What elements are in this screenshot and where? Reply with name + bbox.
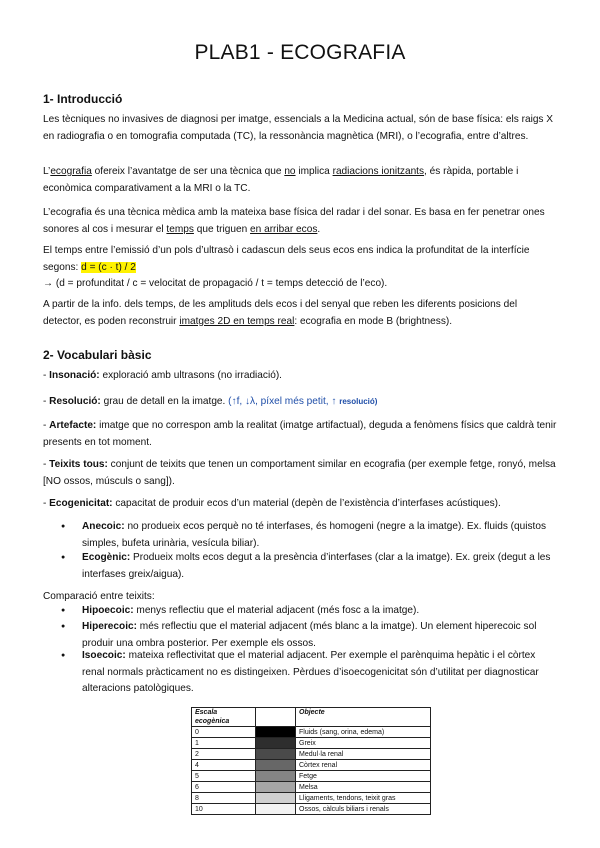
- gray-swatch: [256, 727, 295, 737]
- table-row: [192, 782, 431, 793]
- table-row: [192, 793, 431, 804]
- gray-swatch-cell: [256, 793, 296, 804]
- object-cell: Melsa: [296, 782, 431, 793]
- table-row: [192, 749, 431, 760]
- scale-cell: 8: [192, 793, 256, 804]
- depth-formula: d = (c · t) / 2: [81, 261, 136, 273]
- page-title: PLAB1 - ECOGRAFIA: [194, 41, 406, 64]
- vocab-item-teixits-tous: - Teixits tous: conjunt de teixits que tenen un comportament similar en ecografia (per exemple fetge, ronyó, melsa [NO ossos, músculs o sang]).: [43, 459, 556, 487]
- table-row: [192, 760, 431, 771]
- section-heading-introduccio: 1- Introducció: [43, 92, 123, 106]
- gray-swatch: [256, 749, 295, 759]
- vocab-item-artefacte: - Artefacte: imatge que no correspon amb la realitat (imatge artifactual), deguda a fenòmens físics que caldrà tenir presents en tot moment.: [43, 420, 557, 448]
- intro-paragraph-4: El temps entre l’emissió d’un pols d’ultrasò i cadascun dels seus ecos ens indica la profunditat de la interfície segons: d = (c · t) / 2 → (d = profunditat / c = velocitat de propagació / t = temps detecció de l’eco).: [43, 245, 530, 289]
- vocab-item-ecogenicitat: - Ecogenicitat: capacitat de produir ecos d’un material (depèn de l’existència d’interfases acústiques).: [43, 498, 501, 509]
- gray-swatch-cell: [256, 782, 296, 793]
- header-scale: Escala ecogènica: [192, 708, 256, 727]
- header-object: Objecte: [296, 708, 431, 727]
- list-item-hipoecoic: ● Hipoecoic: menys reflectiu que el material adjacent (més fosc a la imatge).: [82, 603, 560, 620]
- scale-cell: 5: [192, 771, 256, 782]
- scale-cell: 1: [192, 738, 256, 749]
- object-cell: Ossos, càlculs biliars i renals: [296, 804, 431, 815]
- vocab-item-resolucio: - Resolució: grau de detall en la imatge. (↑f, ↓λ, píxel més petit, ↑ resolució): [43, 396, 378, 407]
- scale-cell: 0: [192, 727, 256, 738]
- gray-swatch: [256, 804, 295, 814]
- gray-swatch-cell: [256, 727, 296, 738]
- gray-swatch-cell: [256, 804, 296, 815]
- table-row: [192, 804, 431, 815]
- table-row: [192, 771, 431, 782]
- gray-swatch: [256, 771, 295, 781]
- scale-cell: 6: [192, 782, 256, 793]
- gray-swatch-cell: [256, 760, 296, 771]
- object-cell: Fluids (sang, orina, edema): [296, 727, 431, 738]
- scale-cell: 4: [192, 760, 256, 771]
- list-item-ecogenic: ● Ecogènic: Produeix molts ecos degut a la presència d’interfases (clar a la imatge). Ex. greix (degut a les interfases greix/aigua).: [82, 550, 560, 583]
- intro-paragraph-2: L’ecografia ofereix l’avantatge de ser una tècnica que no implica radiacions ionitzants, és ràpida, portable i econòmica comparativament a la MRI o la TC.: [43, 166, 519, 194]
- gray-swatch: [256, 782, 295, 792]
- gray-swatch-cell: [256, 738, 296, 749]
- object-cell: Greix: [296, 738, 431, 749]
- list-item-isoecoic: ● Isoecoic: mateixa reflectivitat que el material adjacent. Per exemple el parènquima hepàtic i el còrtex renal normals pràcticament no es distingeixen. Pèrdues d’isoecogenicitat són d’utilitat per diagnosticar alteracions patològiques.: [82, 648, 560, 698]
- gray-swatch-cell: [256, 749, 296, 760]
- section-heading-vocabulari: 2- Vocabulari bàsic: [43, 348, 152, 362]
- object-cell: Medul·la renal: [296, 749, 431, 760]
- scale-cell: 2: [192, 749, 256, 760]
- comparison-intro: Comparació entre teixits:: [43, 591, 155, 602]
- object-cell: Fetge: [296, 771, 431, 782]
- header-swatch: [256, 708, 296, 727]
- list-item-hiperecoic: ● Hiperecoic: més reflectiu que el material adjacent (més blanc a la imatge). Un element hiperecoic sol produir una ombra posterior. Per exemple els ossos.: [82, 619, 560, 652]
- scale-cell: 10: [192, 804, 256, 815]
- gray-swatch: [256, 738, 295, 748]
- object-cell: Lligaments, tendons, teixit gras: [296, 793, 431, 804]
- intro-paragraph-5: A partir de la info. dels temps, de les amplituds dels ecos i del senyal que reben les diferents posicions del detector, es poden reconstruir imatges 2D en temps real: ecografia en mode B (brightness).: [43, 299, 518, 327]
- gray-swatch-cell: [256, 771, 296, 782]
- intro-paragraph-3: L’ecografia és una tècnica mèdica amb la mateixa base física del radar i del sonar. Es basa en fer penetrar ones sonores al cos i mesurar el temps que triguen en arribar ecos.: [43, 207, 545, 235]
- echogenicity-table: [191, 707, 431, 815]
- table-row: [192, 738, 431, 749]
- gray-swatch: [256, 760, 295, 770]
- object-cell: Còrtex renal: [296, 760, 431, 771]
- gray-swatch: [256, 793, 295, 803]
- table-header-row: [192, 708, 431, 727]
- table-row: [192, 727, 431, 738]
- list-item-anecoic: ● Anecoic: no produeix ecos perquè no té interfases, és homogeni (negre a la imatge). Ex. fluids (quistos simples, bufeta urinària, vesícula biliar).: [82, 519, 560, 552]
- vocab-item-insonacio: - Insonació: exploració amb ultrasons (no irradiació).: [43, 370, 282, 381]
- intro-paragraph-1: Les tècniques no invasives de diagnosi per imatge, essencials a la Medicina actual, són de base física: els raigs X en radiografia o en tomografia computada (TC), la ressonància magnètica (MRI), o l’ecografia, entre d’altres.: [43, 114, 554, 142]
